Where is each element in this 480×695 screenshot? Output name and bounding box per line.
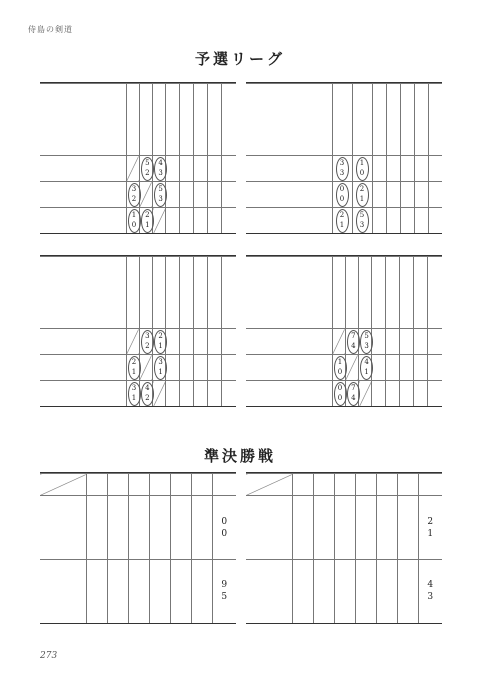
semifinal-match-1 xyxy=(40,472,236,624)
match-score: 1 0 xyxy=(356,157,369,181)
match-score: 5 3 xyxy=(360,330,373,354)
self-match-cell xyxy=(126,156,139,182)
match-score: 3 3 xyxy=(336,157,349,181)
match-score: 2 1 xyxy=(154,330,167,354)
self-match-cell xyxy=(126,329,139,355)
match-score: 5 3 xyxy=(356,209,369,233)
self-match-cell xyxy=(332,329,345,355)
group-h-table xyxy=(246,82,442,234)
group-g-table xyxy=(40,82,236,234)
total-score: 4 3 xyxy=(427,580,434,603)
match-score: 1 0 xyxy=(128,209,141,233)
match-score: 3 1 xyxy=(128,382,141,406)
match-score: 4 2 xyxy=(141,382,154,406)
self-match-cell xyxy=(139,355,152,381)
match-score: 7 4 xyxy=(347,382,360,406)
match-score: 5 2 xyxy=(141,157,154,181)
page-number: 273 xyxy=(40,651,58,661)
running-header: 侍島の剣道 xyxy=(28,25,73,34)
match-score: 5 3 xyxy=(154,183,167,207)
match-score: 1 0 xyxy=(334,356,347,380)
self-match-cell xyxy=(153,208,166,234)
match-score: 3 2 xyxy=(141,330,154,354)
match-score: 2 1 xyxy=(336,209,349,233)
group-i-table xyxy=(40,255,236,407)
match-score: 2 1 xyxy=(128,356,141,380)
match-score: 4 1 xyxy=(360,356,373,380)
final-title: 準決勝戦 xyxy=(203,447,276,465)
self-match-cell xyxy=(139,182,152,208)
self-match-cell xyxy=(153,381,166,407)
self-match-cell xyxy=(345,355,358,381)
match-score: 7 4 xyxy=(347,330,360,354)
match-score: 2 1 xyxy=(356,183,369,207)
match-score: 3 1 xyxy=(154,356,167,380)
match-score: 4 3 xyxy=(154,157,167,181)
match-score: 0 0 xyxy=(336,183,349,207)
match-score: 3 2 xyxy=(128,183,141,207)
match-score: 2 1 xyxy=(141,209,154,233)
self-match-cell xyxy=(359,381,372,407)
total-score: 0 0 xyxy=(221,516,228,539)
total-score: 9 5 xyxy=(221,580,228,603)
prelim-title: 予選リーグ xyxy=(194,50,285,68)
match-score: 0 0 xyxy=(334,382,347,406)
group-j-table xyxy=(246,255,442,407)
semifinal-match-2 xyxy=(246,472,442,624)
total-score: 2 1 xyxy=(427,516,434,539)
